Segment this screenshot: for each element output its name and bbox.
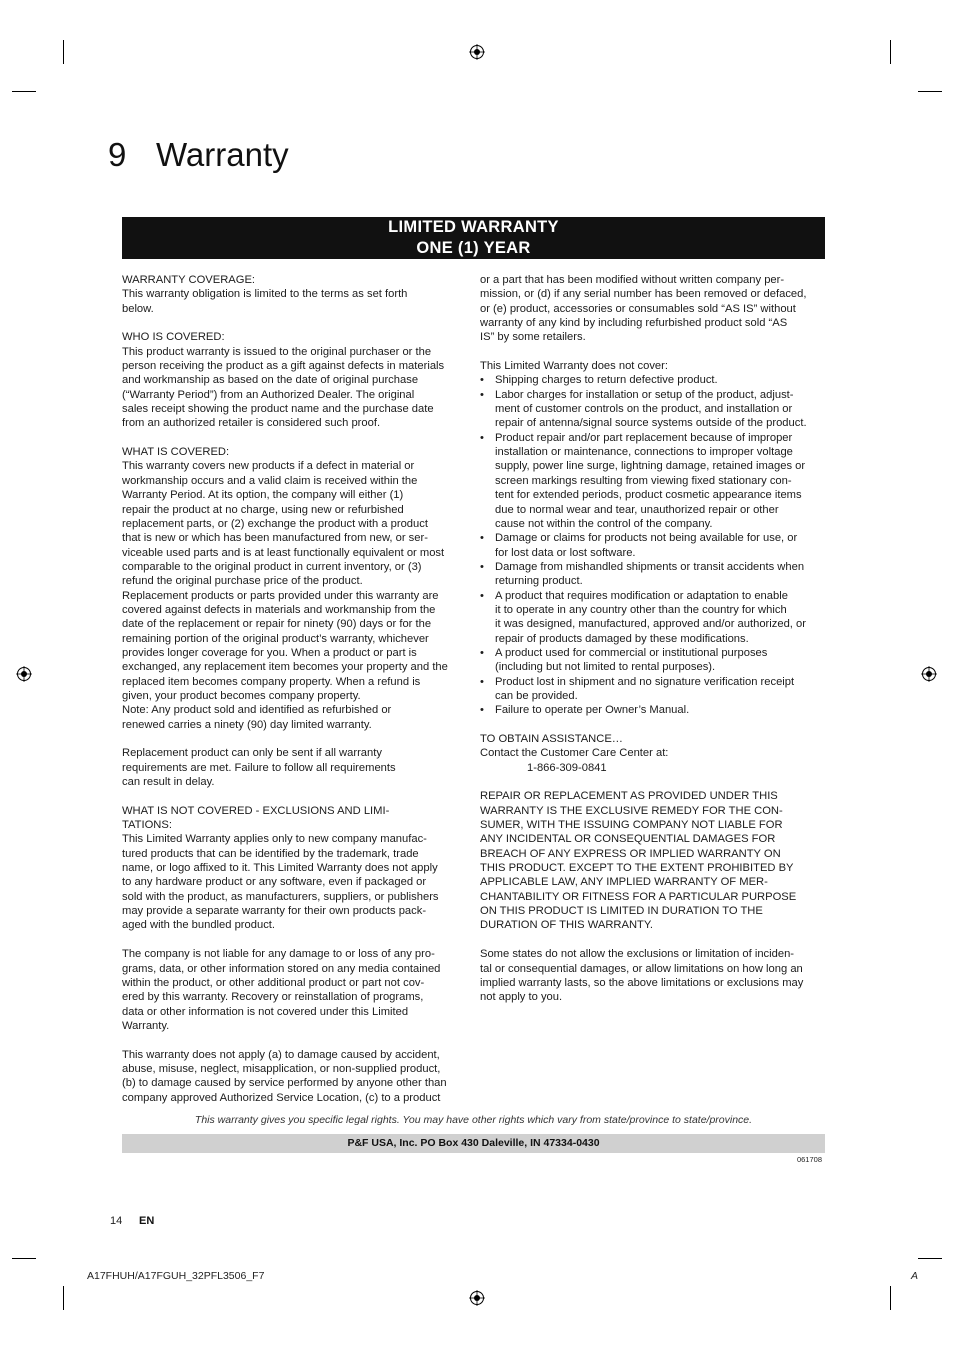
- crop-mark: [12, 1258, 36, 1259]
- crop-mark: [63, 1286, 64, 1310]
- crop-mark: [890, 1286, 891, 1310]
- text-line: can result in delay.: [122, 776, 215, 789]
- paragraph-gap: [480, 775, 825, 789]
- bullet-continuation: it was designed, manufactured, approved and/or authorized, or: [495, 618, 806, 631]
- text-line: The company is not liable for any damage to or loss of any pro-: [122, 948, 435, 961]
- text-line: viceable used parts and is at least functionally equivalent or most: [122, 546, 445, 559]
- text-line: Note: Any product sold and identified as refurbished or: [122, 704, 392, 717]
- chapter-title: Warranty: [156, 136, 289, 173]
- text-line: mission, or (d) if any serial number has been removed or defaced,: [480, 288, 807, 301]
- paragraph-gap: [122, 789, 467, 803]
- text-line: Contact the Customer Care Center at:: [480, 747, 669, 760]
- bullet-item: • Product lost in shipment and no signature verification receipt: [480, 675, 825, 689]
- text-line: CHANTABILITY OR FITNESS FOR A PARTICULAR PURPOSE: [480, 890, 797, 903]
- text-line: renewed carries a ninety (90) day limited warranty.: [122, 718, 372, 731]
- text-line: or a part that has been modified without written company per-: [480, 274, 785, 286]
- text-line: not apply to you.: [480, 991, 563, 1004]
- text-line: comparable to the original product in current inventory, or (3): [122, 560, 422, 573]
- paragraph-gap: [122, 431, 467, 445]
- text-line: TATIONS:: [122, 819, 172, 832]
- text-line: This Limited Warranty applies only to new company manufac-: [122, 833, 427, 846]
- text-line: covered against defects in materials and workmanship from the: [122, 603, 436, 616]
- paragraph-gap: [122, 732, 467, 746]
- text-line: implied warranty lasts, so the above limitations or exclusions may: [480, 976, 804, 989]
- page-title: [108, 136, 289, 174]
- document-code: 061708: [796, 1155, 822, 1164]
- text-line: ON THIS PRODUCT IS LIMITED IN DURATION TO THE: [480, 905, 763, 918]
- bullet-continuation: ment of customer controls on the product, and installation or: [495, 403, 793, 416]
- bullet-continuation: returning product.: [495, 575, 583, 588]
- warranty-banner: [122, 217, 825, 259]
- bullet-continuation: supply, power line surge, lightning damage, retained images or: [495, 460, 806, 473]
- registration-mark-icon: [921, 666, 937, 682]
- crop-mark: [890, 40, 891, 64]
- text-line: WHAT IS COVERED:: [122, 446, 230, 459]
- banner-line: LIMITED WARRANTY: [388, 218, 559, 236]
- crop-mark: [918, 1258, 942, 1259]
- registration-mark-icon: [469, 44, 485, 60]
- warranty-column-right: [480, 273, 825, 1005]
- paragraph-gap: [480, 345, 825, 359]
- text-line: WARRANTY COVERAGE:: [122, 274, 256, 286]
- text-line: date of the replacement or repair for ninety (90) days or for the: [122, 618, 432, 631]
- text-line: WARRANTY IS THE EXCLUSIVE REMEDY FOR THE CON-: [480, 804, 783, 817]
- bullet-item: • Failure to operate per Owner’s Manual.: [480, 703, 825, 717]
- bullet-item: • Damage or claims for products not being available for use, or: [480, 531, 825, 545]
- text-line: IS” by some retailers.: [480, 331, 586, 344]
- text-line: tal or consequential damages, or allow limitations on how long an: [480, 962, 803, 975]
- company-address: P&F USA, Inc. PO Box 430 Daleville, IN 47334-0430: [122, 1134, 825, 1153]
- text-line: to any hardware product or any software, even if packaged or: [122, 876, 427, 889]
- text-line: within the product, or other additional product or part not cov-: [122, 976, 425, 989]
- phone-number: 1-866-309-0841: [527, 761, 607, 774]
- text-line: data or other information is not covered under this Limited: [122, 1005, 409, 1018]
- text-line: (“Warranty Period”) from an Authorized Dealer. The original: [122, 388, 415, 401]
- text-line: may provide a separate warranty for their own products pack-: [122, 905, 427, 918]
- file-slug: A17FHUH/A17FGUH_32PFL3506_F7: [87, 1270, 265, 1282]
- paragraph-gap: [122, 1033, 467, 1047]
- text-line: exchanged, any replacement item becomes your property and the: [122, 661, 448, 674]
- text-line: remaining portion of the original product’s warranty, whichever: [122, 632, 429, 645]
- paragraph-gap: [480, 718, 825, 732]
- text-line: This warranty does not apply (a) to damage caused by accident,: [122, 1048, 440, 1061]
- language-code: EN: [139, 1215, 155, 1227]
- text-line: replacement parts, or (2) exchange the product with a product: [122, 517, 428, 530]
- bullet-item: • Shipping charges to return defective product.: [480, 373, 825, 387]
- bullet-continuation: repair of products damaged by these modifications.: [495, 632, 749, 645]
- text-line: sold with the product, as manufacturers, suppliers, or publishers: [122, 890, 439, 903]
- bullet-continuation: it to operate in any country other than the country for which: [495, 603, 787, 616]
- text-line: WHO IS COVERED:: [122, 331, 225, 344]
- bullet-item: • Damage from mishandled shipments or transit accidents when: [480, 560, 825, 574]
- chapter-number: 9: [108, 136, 127, 173]
- text-line: from an authorized retailer is considered such proof.: [122, 417, 381, 430]
- text-line: workmanship occurs and a valid claim is received within the: [122, 474, 418, 487]
- bullet-item: • Labor charges for installation or setup of the product, adjust-: [480, 388, 825, 402]
- crop-mark: [918, 91, 942, 92]
- bullet-continuation: can be provided.: [495, 689, 578, 702]
- text-line: grams, data, or other information stored on any media contained: [122, 962, 441, 975]
- text-line: sales receipt showing the product name and the purchase date: [122, 403, 434, 416]
- text-line: Warranty.: [122, 1019, 170, 1032]
- text-line: abuse, misuse, neglect, misapplication, or non-supplied product,: [122, 1062, 441, 1075]
- text-line: company approved Authorized Service Location, (c) to a product: [122, 1091, 441, 1104]
- registration-mark-icon: [469, 1290, 485, 1306]
- bullet-continuation: screen markings resulting from viewing fixed stationary con-: [495, 474, 792, 487]
- text-line: given, your product becomes company property.: [122, 689, 361, 702]
- text-line: ANY INCIDENTAL OR CONSEQUENTIAL DAMAGES FOR: [480, 833, 776, 846]
- text-line: repair the product at no charge, using new or refurbished: [122, 503, 404, 516]
- text-line: that is new or which has been manufactured from new, or ser-: [122, 532, 428, 545]
- bullet-continuation: repair of antenna/signal source systems outside of the product.: [495, 417, 807, 430]
- text-line: Replacement products or parts provided under this warranty are: [122, 589, 439, 602]
- banner-line: ONE (1) YEAR: [416, 239, 531, 257]
- bullet-item: • A product that requires modification or adaptation to enable: [480, 589, 825, 603]
- text-line: or (e) product, accessories or consumables sold “AS IS” without: [480, 302, 796, 315]
- text-line: tured products that can be identified by the trademark, trade: [122, 847, 419, 860]
- text-line: person receiving the product as a gift against defects in materials: [122, 360, 445, 373]
- text-line: requirements are met. Failure to follow all requirements: [122, 761, 396, 774]
- text-line: APPLICABLE LAW, ANY IMPLIED WARRANTY OF MER-: [480, 876, 768, 889]
- text-line: This Limited Warranty does not cover:: [480, 360, 668, 373]
- text-line: warranty of any kind by including refurbished product sold “AS: [480, 317, 788, 330]
- bullet-continuation: tent for extended periods, product cosmetic appearance items: [495, 489, 802, 502]
- registration-mark-icon: [16, 666, 32, 682]
- text-line: (b) to damage caused by service performed by anyone other than: [122, 1077, 447, 1090]
- text-line: THIS PRODUCT. EXCEPT TO THE EXTENT PROHIBITED BY: [480, 862, 794, 875]
- paragraph-gap: [480, 933, 825, 947]
- bullet-continuation: due to normal wear and tear, unauthorized repair or other: [495, 503, 779, 516]
- text-line: replaced item becomes company property. When a refund is: [122, 675, 421, 688]
- paragraph-gap: [122, 933, 467, 947]
- text-line: TO OBTAIN ASSISTANCE…: [480, 733, 623, 745]
- text-line: DURATION OF THIS WARRANTY.: [480, 919, 653, 932]
- text-line: SUMER, WITH THE ISSUING COMPANY NOT LIABLE FOR: [480, 819, 783, 832]
- text-line: This warranty covers new products if a defect in material or: [122, 460, 415, 473]
- bullet-continuation: (including but not limited to rental purposes).: [495, 661, 716, 674]
- paragraph-gap: [122, 316, 467, 330]
- text-line: BREACH OF ANY EXPRESS OR IMPLIED WARRANTY ON: [480, 847, 781, 860]
- text-line: This warranty obligation is limited to the terms as set forth: [122, 288, 408, 301]
- text-line: and workmanship as based on the date of original purchase: [122, 374, 419, 387]
- text-line: Replacement product can only be sent if all warranty: [122, 747, 382, 760]
- bullet-continuation: for lost data or lost software.: [495, 546, 636, 559]
- bullet-item: • A product used for commercial or institutional purposes: [480, 646, 825, 660]
- text-line: Warranty Period. At its option, the company will either (1): [122, 489, 404, 502]
- crop-mark: [63, 40, 64, 64]
- text-line: refund the original purchase price of the product.: [122, 575, 363, 588]
- text-line: Some states do not allow the exclusions or limitation of inciden-: [480, 948, 795, 961]
- text-line: REPAIR OR REPLACEMENT AS PROVIDED UNDER THIS: [480, 790, 778, 803]
- text-line: aged with the bundled product.: [122, 919, 276, 932]
- text-line: WHAT IS NOT COVERED - EXCLUSIONS AND LIMI-: [122, 804, 390, 817]
- text-line: below.: [122, 302, 154, 315]
- text-line: ered by this warranty. Recovery or reinstallation of programs,: [122, 991, 424, 1004]
- text-line: This product warranty is issued to the original purchaser or the: [122, 345, 432, 358]
- text-line: provides longer coverage for you. When a product or part is: [122, 646, 417, 659]
- warranty-column-left: [122, 273, 467, 1105]
- legal-rights-note: This warranty gives you specific legal rights. You may have other rights which vary from state/province to state/province.: [194, 1114, 753, 1126]
- bullet-item: • Product repair and/or part replacement because of improper: [480, 431, 825, 445]
- text-line: name, or logo affixed to it. This Limited Warranty does not apply: [122, 862, 438, 875]
- bullet-continuation: cause not within the control of the company.: [495, 517, 713, 530]
- crop-mark: [12, 91, 36, 92]
- page-number: 14: [110, 1215, 123, 1227]
- bullet-continuation: installation or maintenance, connections to improper voltage: [495, 446, 793, 459]
- file-slug-clipped: A: [911, 1270, 919, 1282]
